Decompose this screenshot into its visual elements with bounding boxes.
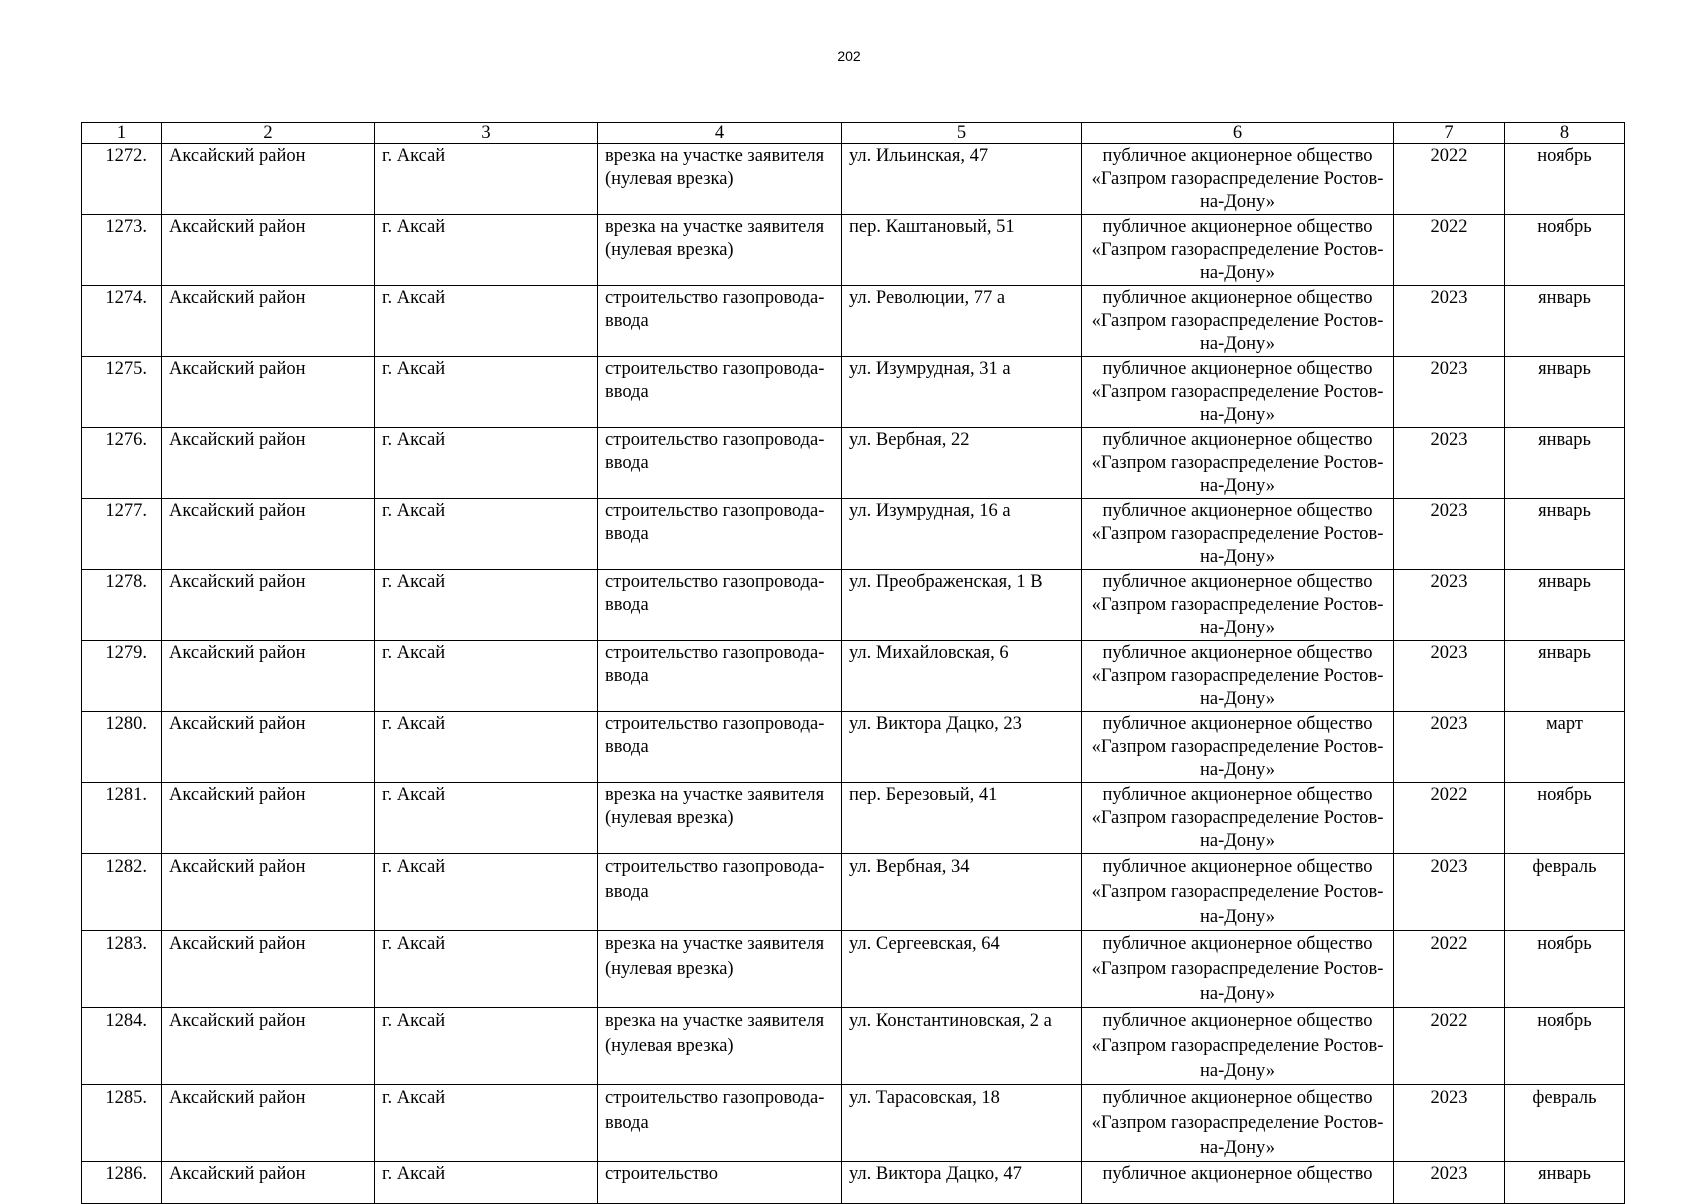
month-cell: февраль — [1505, 854, 1625, 931]
data-table — [81, 122, 1625, 1204]
column-header: 3 — [375, 123, 598, 144]
table-row — [82, 144, 1625, 215]
organization-cell: публичное акционерное общество «Газпром газораспределение Ростов-на-Дону» — [1082, 570, 1394, 641]
year-cell: 2022 — [1394, 1008, 1505, 1085]
work-type-cell: строительство газопровода-ввода — [598, 712, 842, 783]
district-cell: Аксайский район — [162, 854, 375, 931]
organization-cell: публичное акционерное общество «Газпром газораспределение Ростов-на-Дону» — [1082, 286, 1394, 357]
work-type-cell: строительство газопровода-ввода — [598, 641, 842, 712]
organization-cell: публичное акционерное общество «Газпром газораспределение Ростов-на-Дону» — [1082, 215, 1394, 286]
row-number-cell: 1282. — [82, 854, 162, 931]
work-type-cell: строительство газопровода-ввода — [598, 428, 842, 499]
district-cell: Аксайский район — [162, 931, 375, 1008]
organization-cell: публичное акционерное общество «Газпром газораспределение Ростов-на-Дону» — [1082, 854, 1394, 931]
district-cell: Аксайский район — [162, 286, 375, 357]
table-row — [82, 712, 1625, 783]
table-row — [82, 286, 1625, 357]
month-cell: январь — [1505, 286, 1625, 357]
row-number-cell: 1280. — [82, 712, 162, 783]
month-cell: январь — [1505, 499, 1625, 570]
month-cell: январь — [1505, 641, 1625, 712]
row-number-cell: 1283. — [82, 931, 162, 1008]
locality-cell: г. Аксай — [375, 570, 598, 641]
table-row — [82, 1162, 1625, 1204]
work-type-cell: строительство газопровода-ввода — [598, 1085, 842, 1162]
year-cell: 2023 — [1394, 712, 1505, 783]
month-cell: ноябрь — [1505, 215, 1625, 286]
work-type-cell: строительство газопровода-ввода — [598, 854, 842, 931]
locality-cell: г. Аксай — [375, 144, 598, 215]
locality-cell: г. Аксай — [375, 931, 598, 1008]
district-cell: Аксайский район — [162, 428, 375, 499]
month-cell: ноябрь — [1505, 144, 1625, 215]
year-cell: 2022 — [1394, 931, 1505, 1008]
locality-cell: г. Аксай — [375, 854, 598, 931]
row-number-cell: 1286. — [82, 1162, 162, 1204]
column-header: 7 — [1394, 123, 1505, 144]
address-cell: ул. Ильинская, 47 — [842, 144, 1082, 215]
row-number-cell: 1274. — [82, 286, 162, 357]
table-row — [82, 570, 1625, 641]
year-cell: 2022 — [1394, 144, 1505, 215]
row-number-cell: 1276. — [82, 428, 162, 499]
table-row — [82, 931, 1625, 1008]
work-type-cell: врезка на участке заявителя (нулевая врезка) — [598, 1008, 842, 1085]
district-cell: Аксайский район — [162, 1162, 375, 1204]
organization-cell: публичное акционерное общество «Газпром газораспределение Ростов-на-Дону» — [1082, 1085, 1394, 1162]
address-cell: ул. Виктора Дацко, 23 — [842, 712, 1082, 783]
locality-cell: г. Аксай — [375, 215, 598, 286]
district-cell: Аксайский район — [162, 215, 375, 286]
table-row — [82, 641, 1625, 712]
organization-cell: публичное акционерное общество «Газпром газораспределение Ростов-на-Дону» — [1082, 931, 1394, 1008]
month-cell: ноябрь — [1505, 931, 1625, 1008]
locality-cell: г. Аксай — [375, 428, 598, 499]
address-cell: ул. Вербная, 22 — [842, 428, 1082, 499]
column-header: 6 — [1082, 123, 1394, 144]
district-cell: Аксайский район — [162, 641, 375, 712]
work-type-cell: строительство газопровода-ввода — [598, 499, 842, 570]
year-cell: 2022 — [1394, 783, 1505, 854]
organization-cell: публичное акционерное общество «Газпром газораспределение Ростов-на-Дону» — [1082, 144, 1394, 215]
organization-cell: публичное акционерное общество «Газпром газораспределение Ростов-на-Дону» — [1082, 428, 1394, 499]
address-cell: ул. Изумрудная, 16 а — [842, 499, 1082, 570]
month-cell: январь — [1505, 1162, 1625, 1204]
year-cell: 2023 — [1394, 357, 1505, 428]
locality-cell: г. Аксай — [375, 783, 598, 854]
locality-cell: г. Аксай — [375, 1162, 598, 1204]
column-header: 2 — [162, 123, 375, 144]
address-cell: пер. Каштановый, 51 — [842, 215, 1082, 286]
address-cell: ул. Сергеевская, 64 — [842, 931, 1082, 1008]
work-type-cell: строительство газопровода-ввода — [598, 357, 842, 428]
address-cell: пер. Березовый, 41 — [842, 783, 1082, 854]
year-cell: 2022 — [1394, 215, 1505, 286]
year-cell: 2023 — [1394, 286, 1505, 357]
table-row — [82, 1085, 1625, 1162]
month-cell: январь — [1505, 570, 1625, 641]
work-type-cell: врезка на участке заявителя (нулевая врезка) — [598, 215, 842, 286]
row-number-cell: 1278. — [82, 570, 162, 641]
table-row — [82, 854, 1625, 931]
locality-cell: г. Аксай — [375, 357, 598, 428]
district-cell: Аксайский район — [162, 1085, 375, 1162]
organization-cell: публичное акционерное общество «Газпром газораспределение Ростов-на-Дону» — [1082, 499, 1394, 570]
work-type-cell: строительство газопровода-ввода — [598, 570, 842, 641]
row-number-cell: 1272. — [82, 144, 162, 215]
column-header: 5 — [842, 123, 1082, 144]
address-cell: ул. Вербная, 34 — [842, 854, 1082, 931]
district-cell: Аксайский район — [162, 357, 375, 428]
table-row — [82, 1008, 1625, 1085]
row-number-cell: 1281. — [82, 783, 162, 854]
table-row — [82, 499, 1625, 570]
month-cell: январь — [1505, 357, 1625, 428]
address-cell: ул. Преображенская, 1 В — [842, 570, 1082, 641]
row-number-cell: 1277. — [82, 499, 162, 570]
year-cell: 2023 — [1394, 854, 1505, 931]
work-type-cell: строительство газопровода-ввода — [598, 286, 842, 357]
district-cell: Аксайский район — [162, 712, 375, 783]
year-cell: 2023 — [1394, 1085, 1505, 1162]
address-cell: ул. Революции, 77 а — [842, 286, 1082, 357]
table-row — [82, 428, 1625, 499]
organization-cell: публичное акционерное общество «Газпром газораспределение Ростов-на-Дону» — [1082, 1008, 1394, 1085]
table-row — [82, 357, 1625, 428]
organization-cell: публичное акционерное общество «Газпром газораспределение Ростов-на-Дону» — [1082, 357, 1394, 428]
district-cell: Аксайский район — [162, 144, 375, 215]
organization-cell: публичное акционерное общество «Газпром газораспределение Ростов-на-Дону» — [1082, 712, 1394, 783]
work-type-cell: врезка на участке заявителя (нулевая врезка) — [598, 783, 842, 854]
address-cell: ул. Изумрудная, 31 а — [842, 357, 1082, 428]
work-type-cell: строительство — [598, 1162, 842, 1204]
row-number-cell: 1284. — [82, 1008, 162, 1085]
address-cell: ул. Виктора Дацко, 47 — [842, 1162, 1082, 1204]
organization-cell: публичное акционерное общество — [1082, 1162, 1394, 1204]
work-type-cell: врезка на участке заявителя (нулевая врезка) — [598, 144, 842, 215]
locality-cell: г. Аксай — [375, 286, 598, 357]
district-cell: Аксайский район — [162, 499, 375, 570]
table-row — [82, 215, 1625, 286]
table-header-row — [82, 123, 1625, 144]
month-cell: январь — [1505, 428, 1625, 499]
month-cell: ноябрь — [1505, 1008, 1625, 1085]
locality-cell: г. Аксай — [375, 499, 598, 570]
column-header: 1 — [82, 123, 162, 144]
district-cell: Аксайский район — [162, 570, 375, 641]
organization-cell: публичное акционерное общество «Газпром газораспределение Ростов-на-Дону» — [1082, 641, 1394, 712]
month-cell: февраль — [1505, 1085, 1625, 1162]
locality-cell: г. Аксай — [375, 1008, 598, 1085]
district-cell: Аксайский район — [162, 1008, 375, 1085]
row-number-cell: 1279. — [82, 641, 162, 712]
table-row — [82, 783, 1625, 854]
locality-cell: г. Аксай — [375, 641, 598, 712]
row-number-cell: 1285. — [82, 1085, 162, 1162]
year-cell: 2023 — [1394, 428, 1505, 499]
year-cell: 2023 — [1394, 1162, 1505, 1204]
locality-cell: г. Аксай — [375, 712, 598, 783]
address-cell: ул. Константиновская, 2 а — [842, 1008, 1082, 1085]
month-cell: ноябрь — [1505, 783, 1625, 854]
row-number-cell: 1275. — [82, 357, 162, 428]
table-container — [81, 122, 1625, 1184]
page-number: 202 — [837, 48, 861, 64]
work-type-cell: врезка на участке заявителя (нулевая врезка) — [598, 931, 842, 1008]
column-header: 4 — [598, 123, 842, 144]
address-cell: ул. Михайловская, 6 — [842, 641, 1082, 712]
column-header: 8 — [1505, 123, 1625, 144]
year-cell: 2023 — [1394, 641, 1505, 712]
district-cell: Аксайский район — [162, 783, 375, 854]
month-cell: март — [1505, 712, 1625, 783]
address-cell: ул. Тарасовская, 18 — [842, 1085, 1082, 1162]
row-number-cell: 1273. — [82, 215, 162, 286]
year-cell: 2023 — [1394, 570, 1505, 641]
organization-cell: публичное акционерное общество «Газпром газораспределение Ростов-на-Дону» — [1082, 783, 1394, 854]
year-cell: 2023 — [1394, 499, 1505, 570]
locality-cell: г. Аксай — [375, 1085, 598, 1162]
